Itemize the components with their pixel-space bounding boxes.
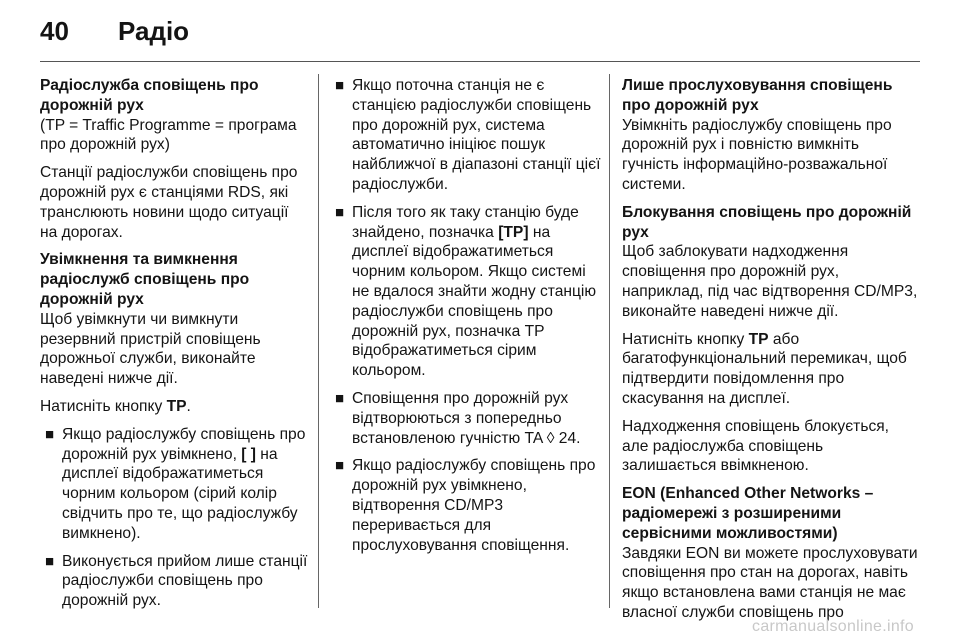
column-3 [622,76,918,623]
page-number: 40 [40,16,69,46]
list-item [40,552,310,611]
bullet-text: Якщо поточна станція не є станцією радіослужби сповіщень про дорожній рух, система автоматично ініціює пошук найближчої в діапазоні станції цієї радіослужби. [352,77,601,193]
list-item [40,425,310,544]
bullet-text-end: на дисплеї відображатиметься чорним кольором (сірий колір свідчить про те, що радіослужбу вимкнено). [62,445,298,542]
tp-indicator-label: [ ] [241,445,256,463]
block-instructions: Щоб заблокувати надходження сповіщення про дорожній рух, наприклад, під час відтворення CD/MP3, виконайте наведені нижче дії. [622,243,918,320]
bullet-text: Якщо радіослужбу сповіщень про дорожній рух увімкнено, [62,425,306,463]
bullet-icon: ■ [335,77,345,94]
list-item [330,456,602,555]
tp-definition: (TP = Traffic Programme = програма про дорожній рух) [40,116,297,154]
press-tp-text: Натисніть кнопку [622,330,749,348]
block-result-text: Надходження сповіщень блокується, але радіослужба сповіщень залишається ввімкненою. [622,417,890,475]
bullet-text-end: на дисплеї відображатиметься чорним кольором. Якщо системі не вдалося знайти жодну станцію радіослужби сповіщень про дорожній рух, позначка TP відображатиметься сірим кольором. [352,223,597,380]
tp-key-label: TP [748,330,769,348]
bullet-icon: ■ [45,425,55,443]
list-item [330,203,602,381]
press-tp-paragraph [40,397,310,417]
press-tp-end: або багатофункціональний перемикач, щоб підтвердити повідомлення про скасування на дисплеї. [622,330,907,407]
tp-key-label: TP [166,397,187,415]
eon-description: Завдяки EON ви можете прослуховувати сповіщення про стан на дорогах, навіть якщо встановлена вами станція не має власної служби сповіщень про [622,544,918,621]
heading-listen-only: Лише прослуховування сповіщень про дорожній рух [622,77,893,114]
press-tp-text: Натисніть кнопку [40,397,167,415]
enable-instructions: Щоб увімкнути чи вимкнути резервний пристрій сповіщень дорожньої служби, виконайте наведені нижче дії. [40,310,261,388]
bullet-text: Виконується прийом лише станції радіослужби сповіщень про дорожній рух. [62,552,308,610]
bullet-icon: ■ [335,457,345,475]
header-rule [40,61,920,62]
column-1 [40,76,310,611]
column-2 [330,76,602,555]
bullet-icon: ■ [335,389,345,407]
listen-only-text: Увімкніть радіослужбу сповіщень про дорожній рух і повністю вимкніть гучність інформаційно-розважальної системи. [622,116,892,193]
bullet-text: Сповіщення про дорожній рух відтворюються з попередньо встановленою гучністю TA ◊ 24. [352,389,581,447]
heading-tp-service: Радіослужба сповіщень про дорожній рух [40,77,259,114]
tp-description: Станції радіослужби сповіщень про дорожній рух є станціями RDS, які транслюють новини щодо ситуації на дорогах. [40,164,298,241]
press-tp-paragraph [622,330,918,409]
press-tp-end: . [186,397,191,415]
bullet-text: Якщо радіослужбу сповіщень про дорожній рух увімкнено, відтворення CD/MP3 переривається для прослуховування сповіщення. [352,457,596,554]
heading-eon: EON (Enhanced Other Networks – радіомережі з розширеними сервісними можливостями) [622,485,874,542]
bullet-text: Після того як таку станцію буде знайдено, позначка [352,203,579,241]
tp-indicator-label: [TP] [498,223,529,241]
bullet-icon: ■ [335,203,345,221]
list-item [330,389,602,448]
page-header [0,0,960,62]
list-item [330,76,602,195]
column-divider-1 [318,74,319,608]
page-title: Радіо [118,16,190,46]
bullet-icon: ■ [45,552,55,570]
heading-enable-disable: Увімкнення та вимкнення радіослужб сповіщень про дорожній рух [40,251,250,308]
column-divider-2 [609,74,610,608]
watermark: carmanualsonline.info [752,618,914,635]
heading-block-announcements: Блокування сповіщень про дорожній рух [622,203,912,241]
